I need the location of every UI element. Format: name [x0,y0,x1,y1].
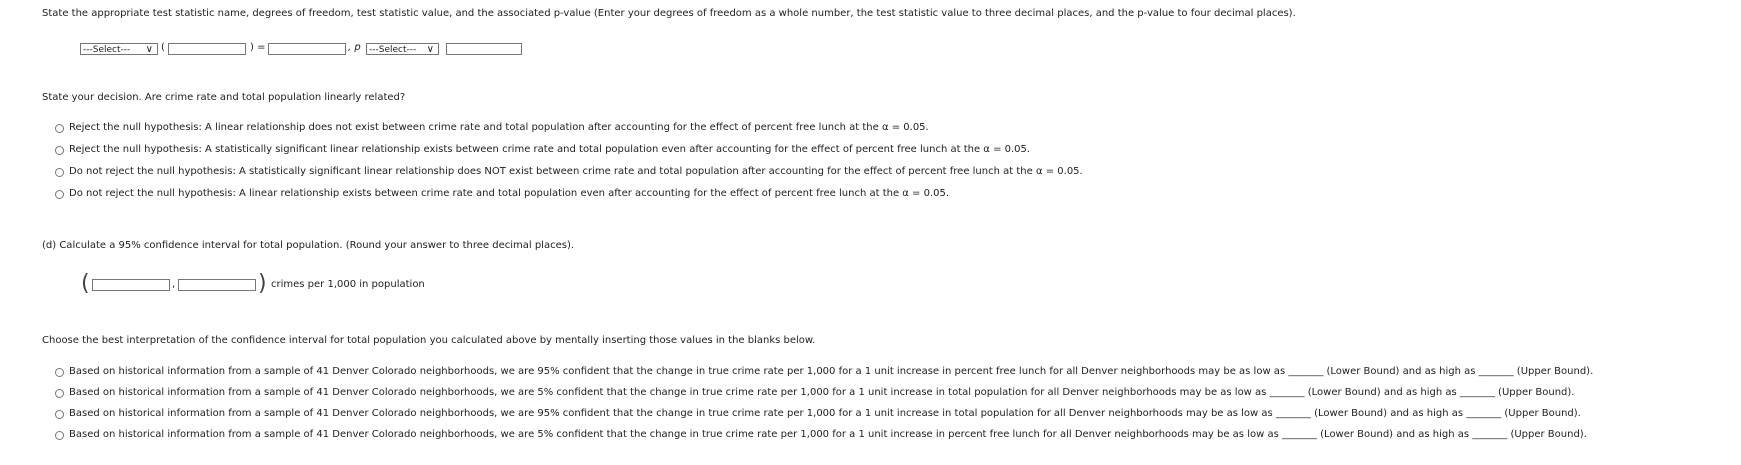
chevron-down-icon: ∨ [426,44,434,55]
decision-option-4: Do not reject the null hypothesis: A linear relationship exists between crime rate and total population even after accounting for the effect of percent free lunch at the α = 0.05. [69,188,950,199]
interpretation-option-2: Based on historical information from a sample of 41 Denver Colorado neighborhoods, we are 5% confident that the change in true crime rate per 1,000 for a 1 unit increase in total population for all Denver neighborhoods may be as low as _______ (Lower Bound) and as high as _______ (Upper Bound). [69,387,1575,398]
decision-option-2: Reject the null hypothesis: A statistically significant linear relationship exists between crime rate and total population even after accounting for the effect of percent free lunch at the α = 0.05. [69,144,1031,155]
ci-comma: , [172,279,176,290]
ci-units-label: crimes per 1,000 in population [271,279,425,290]
decision-radio-3[interactable] [55,168,64,177]
interpretation-prompt: Choose the best interpretation of the confidence interval for total population you calculated above by mentally inserting those values in the blanks below. [42,335,816,346]
ci-upper-bound-input[interactable] [178,279,256,291]
open-paren: ( [161,42,165,53]
interpretation-radio-4[interactable] [55,431,64,440]
confidence-interval-prompt: (d) Calculate a 95% confidence interval for total population. (Round your answer to three decimal places). [42,240,575,251]
decision-radio-1[interactable] [55,124,64,133]
close-paren-equals: ) = [250,42,266,53]
ci-close-paren: ) [258,271,267,296]
decision-prompt: State your decision. Are crime rate and total population linearly related? [42,92,406,103]
ci-open-paren: ( [81,271,90,296]
interpretation-option-3: Based on historical information from a sample of 41 Denver Colorado neighborhoods, we are 95% confident that the change in true crime rate per 1,000 for a 1 unit increase in total population for all Denver neighborhoods may be as low as _______ (Lower Bound) and as high as _______ (Upper Bound). [69,408,1581,419]
ci-lower-bound-input[interactable] [92,279,170,291]
degrees-of-freedom-input[interactable] [168,43,246,55]
test-statistic-select-value: ---Select--- [83,45,131,55]
interpretation-option-4: Based on historical information from a sample of 41 Denver Colorado neighborhoods, we are 5% confident that the change in true crime rate per 1,000 for a 1 unit increase in percent free lunch for all Denver neighborhoods may be as low as _______ (Lower Bound) and as high as _______ (Upper Bound). [69,429,1587,440]
decision-radio-4[interactable] [55,190,64,199]
interpretation-option-1: Based on historical information from a sample of 41 Denver Colorado neighborhoods, we are 95% confident that the change in true crime rate per 1,000 for a 1 unit increase in percent free lunch for all Denver neighborhoods may be as low as _______ (Lower Bound) and as high as _______ (Upper Bound). [69,366,1594,377]
p-value-comparator-select-value: ---Select--- [369,45,417,55]
decision-radio-2[interactable] [55,146,64,155]
chevron-down-icon: ∨ [145,44,153,55]
interpretation-radio-1[interactable] [55,368,64,377]
interpretation-radio-2[interactable] [55,389,64,398]
test-statistic-value-input[interactable] [268,43,346,55]
test-statistic-select[interactable] [80,43,158,55]
test-statistic-instruction: State the appropriate test statistic name, degrees of freedom, test statistic value, and the associated p-value (Enter your degrees of freedom as a whole number, the test statistic value to three decimal places, and the p-value to four decimal places). [42,8,1296,19]
decision-option-1: Reject the null hypothesis: A linear relationship does not exist between crime rate and total population after accounting for the effect of percent free lunch at the α = 0.05. [69,122,929,133]
p-label: , p [348,42,361,53]
interpretation-radio-3[interactable] [55,410,64,419]
decision-option-3: Do not reject the null hypothesis: A statistically significant linear relationship does NOT exist between crime rate and total population after accounting for the effect of percent free lunch at the α = 0.05. [69,166,1083,177]
p-value-input[interactable] [446,43,522,55]
p-value-comparator-select[interactable] [366,43,439,55]
